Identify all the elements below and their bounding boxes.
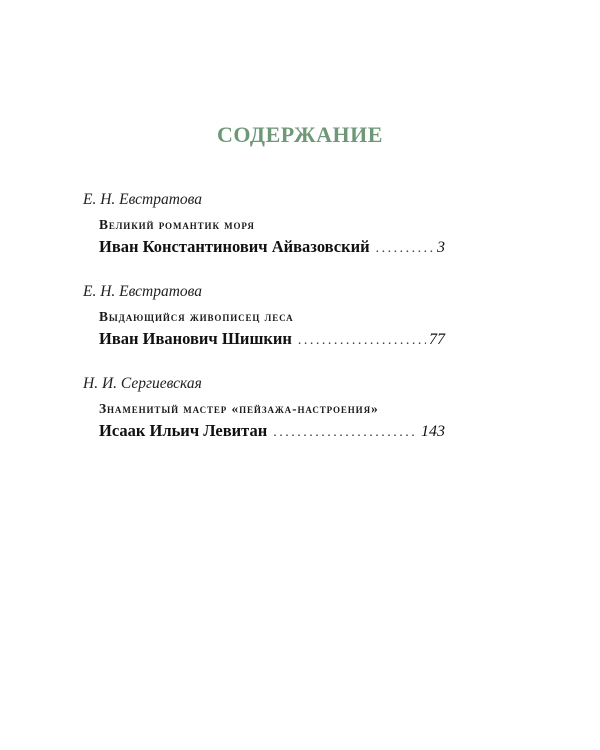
dot-leader (376, 238, 434, 260)
dot-leader (298, 330, 426, 352)
entry-author: Е. Н. Евстратова (83, 283, 203, 300)
toc-entry-levitan[interactable] (83, 374, 445, 444)
page-title: СОДЕРЖАНИЕ (217, 122, 383, 147)
toc-entry-shishkin[interactable] (83, 282, 445, 352)
entry-artist-name[interactable]: Иван Константинович Айвазовский (99, 237, 370, 256)
entry-title-line[interactable] (99, 236, 445, 260)
entry-title-line[interactable] (99, 420, 445, 444)
entry-subtitle: Великий романтик моря (99, 217, 255, 232)
entry-title-line[interactable] (99, 328, 445, 352)
entry-subtitle: Выдающийся живописец леса (99, 309, 294, 324)
entry-artist-name[interactable]: Иван Иванович Шишкин (99, 329, 292, 348)
toc-entry-aivazovsky[interactable] (83, 190, 445, 260)
entry-page-number[interactable]: 3 (437, 239, 445, 256)
entry-author: Е. Н. Евстратова (83, 191, 203, 208)
entry-page-number[interactable]: 77 (429, 331, 445, 348)
entry-subtitle: Знаменитый мастер «пейзажа-настроения» (99, 401, 379, 416)
entry-author: Н. И. Сергиевская (83, 375, 202, 392)
entry-page-number[interactable]: 143 (421, 423, 445, 440)
entry-artist-name[interactable]: Исаак Ильич Левитан (99, 421, 268, 440)
table-of-contents (83, 190, 445, 466)
dot-leader (273, 422, 418, 444)
